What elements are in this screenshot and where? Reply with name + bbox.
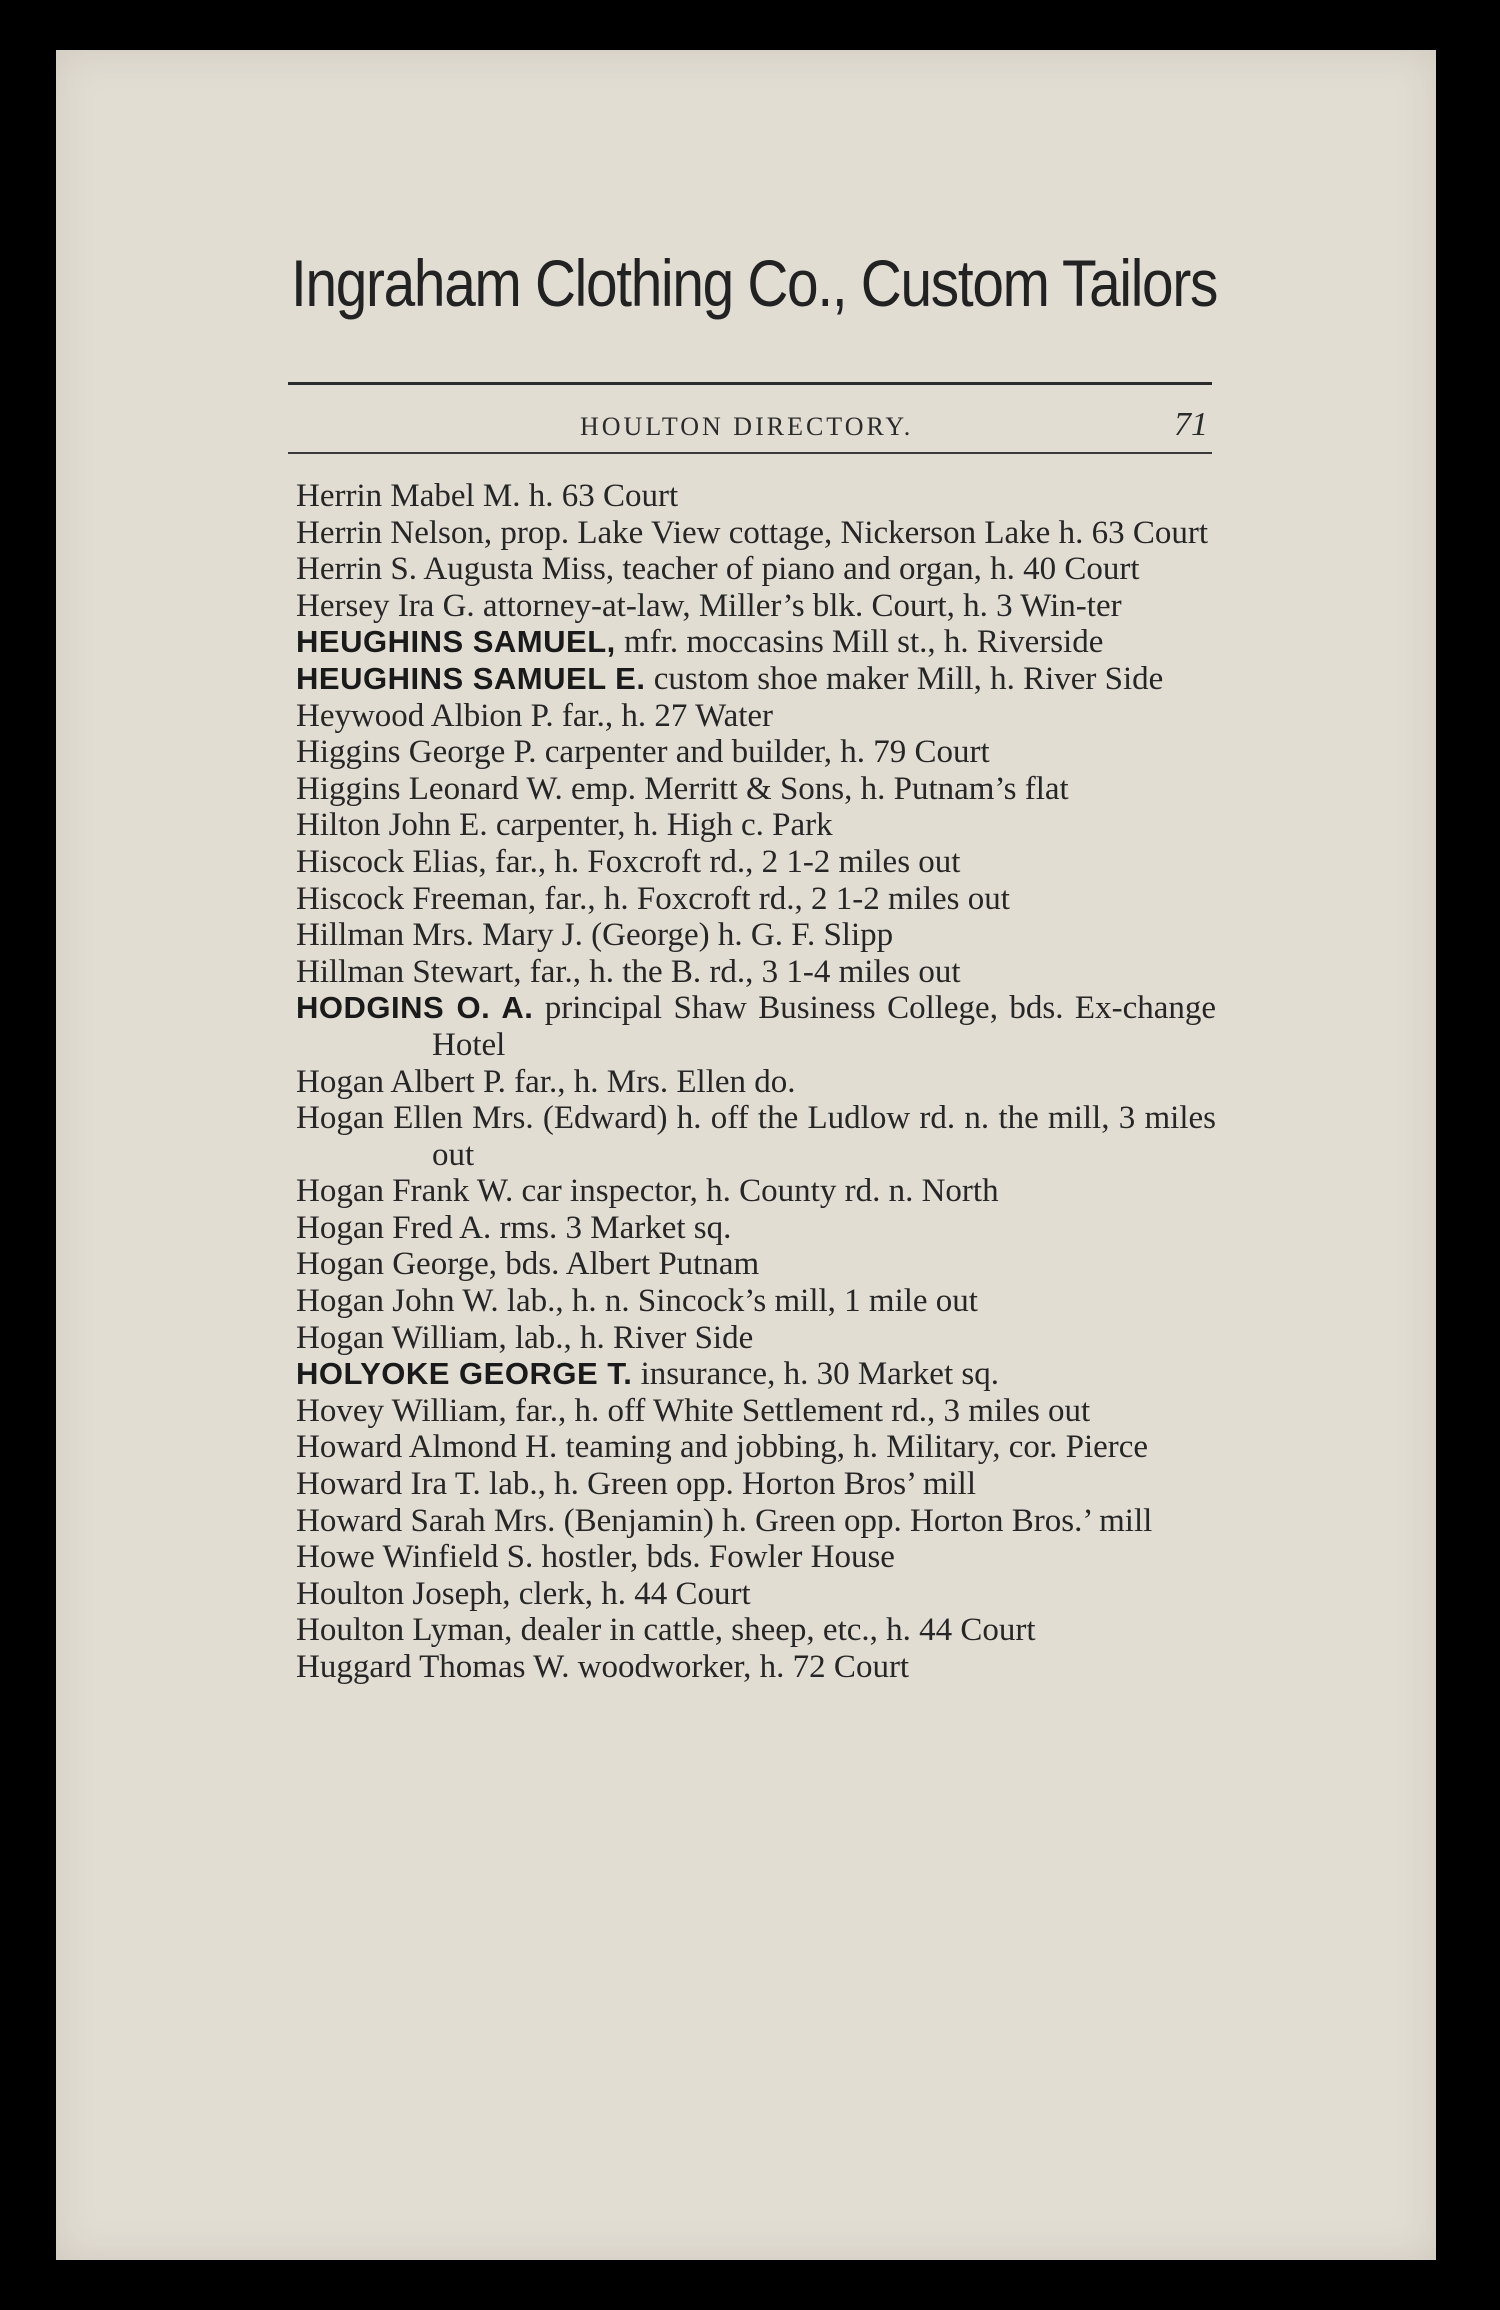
entry-name: Howe Winfield S. [296,1539,534,1576]
entry-name: Hersey Ira G. [296,587,475,624]
entry-details: custom shoe maker Mill, h. River Side [645,660,1164,697]
entry-details: principal Shaw Business College, bds. Ex-change Hotel [432,990,1217,1063]
entry-name: Herrin Nelson, [296,514,493,551]
directory-entry [296,1503,1216,1540]
directory-entry [296,1100,1216,1173]
directory-entry [296,478,1216,515]
entry-name: Houlton Lyman, [296,1612,513,1649]
directory-entry [296,954,1216,991]
entry-details: (Benjamin) h. Green opp. Horton Bros.’ mill [555,1502,1153,1539]
entry-name: Howard Ira T. [296,1466,481,1503]
entry-details: car inspector, h. County rd. n. North [513,1173,999,1210]
directory-entry [296,807,1216,844]
entry-details: insurance, h. 30 Market sq. [632,1356,999,1393]
directory-entry [296,624,1216,661]
entry-name: Higgins George P. [296,734,537,771]
entry-details: teacher of piano and organ, h. 40 Court [614,551,1140,588]
directory-entry [296,881,1216,918]
entry-name: Houlton Joseph, [296,1575,511,1612]
entry-name: Heywood Albion P. [296,697,554,734]
entry-name: Howard Sarah Mrs. [296,1502,556,1539]
directory-entry [296,515,1216,552]
entry-name: Hogan Ellen Mrs. [296,1100,534,1137]
entry-name: Hiscock Elias, [296,843,487,880]
directory-entry [296,844,1216,881]
entry-details: teaming and jobbing, h. Military, cor. Pierce [557,1429,1149,1466]
entry-details: far., h. 27 Water [553,697,774,734]
entry-name: Hilton John E. [296,807,488,844]
entry-details: lab., h. River Side [506,1319,754,1356]
entry-name: Howard Almond H. [296,1429,558,1466]
entry-name: HODGINS O. A. [296,990,534,1026]
entry-name: Hillman Mrs. Mary J. [296,917,583,954]
directory-entry [296,1246,1216,1283]
entry-details: prop. Lake View cottage, Nickerson Lake h. 63 Court [492,514,1208,551]
entry-name: Hiscock Freeman, [296,880,537,917]
directory-entry [296,1064,1216,1101]
entry-name: Higgins Leonard W. [296,770,563,807]
directory-entry [296,917,1216,954]
directory-entry [296,1393,1216,1430]
entry-name: Hogan Fred A. [296,1209,492,1246]
entry-details: attorney-at-law, Miller’s blk. Court, h. 3 Win-ter [474,587,1122,624]
entry-details: (George) h. G. F. Slipp [582,917,894,954]
directory-entry [296,1429,1216,1466]
directory-entry [296,1320,1216,1357]
entry-name: Hogan Frank W. [296,1173,514,1210]
entry-details: bds. Albert Putnam [497,1246,760,1283]
directory-entry [296,1576,1216,1613]
entry-details: far., h. Foxcroft rd., 2 1-2 miles out [486,843,961,880]
directory-entry [296,990,1216,1063]
entry-name: Herrin S. Augusta Miss, [296,551,615,588]
entry-details: woodworker, h. 72 Court [569,1649,910,1685]
directory-entry [296,1466,1216,1503]
entry-name: Huggard Thomas W. [296,1649,570,1685]
entry-name: Hogan Albert P. [296,1063,506,1100]
entry-name: HEUGHINS SAMUEL E. [296,660,646,696]
directory-entry [296,1173,1216,1210]
directory-entry [296,661,1216,698]
entry-details: far., h. off White Settlement rd., 3 miles out [506,1392,1091,1429]
entry-details: carpenter and builder, h. 79 Court [536,734,990,771]
entry-details: far., h. the B. rd., 3 1-4 miles out [521,953,961,990]
entry-details: (Edward) h. off the Ludlow rd. n. the mill, 3 miles out [432,1100,1217,1173]
directory-entry [296,1210,1216,1247]
entry-name: Herrin Mabel M. [296,478,521,514]
entry-name: HOLYOKE GEORGE T. [296,1356,633,1392]
entry-name: Hogan John W. [296,1283,499,1320]
entry-details: dealer in cattle, sheep, etc., h. 44 Court [512,1612,1036,1649]
entry-details: emp. Merritt & Sons, h. Putnam’s flat [562,770,1069,807]
directory-entry [296,1612,1216,1649]
directory-entry [296,1649,1216,1686]
directory-entry [296,1283,1216,1320]
running-title: HOULTON DIRECTORY. [580,412,914,441]
entry-details: carpenter, h. High c. Park [487,807,833,844]
entry-details: lab., h. Green opp. Horton Bros’ mill [480,1466,977,1503]
entry-details: clerk, h. 44 Court [510,1575,751,1612]
entry-details: hostler, bds. Fowler House [533,1539,895,1576]
entry-name: Hogan William, [296,1319,507,1356]
advertising-banner: Ingraham Clothing Co., Custom Tailors [291,246,1218,320]
entry-details: far., h. Foxcroft rd., 2 1-2 miles out [536,880,1010,917]
entry-name: Hovey William, [296,1392,507,1429]
entry-name: Hogan George, [296,1246,497,1283]
entry-details: far., h. Mrs. Ellen do. [505,1063,796,1100]
entry-details: h. 63 Court [520,478,679,514]
directory-entry [296,551,1216,588]
entry-details: lab., h. n. Sincock’s mill, 1 mile out [498,1283,978,1320]
banner-rule [288,382,1212,385]
entry-name: Hillman Stewart, [296,953,522,990]
entry-name: HEUGHINS SAMUEL, [296,624,616,660]
directory-entries [296,478,1216,1686]
entry-details: mfr. moccasins Mill st., h. Riverside [615,624,1104,661]
directory-entry [296,771,1216,808]
page-number: 71 [1174,406,1208,443]
header-rule [288,452,1212,454]
entry-details: rms. 3 Market sq. [491,1209,732,1246]
directory-entry [296,588,1216,625]
directory-entry [296,734,1216,771]
directory-entry [296,1539,1216,1576]
directory-entry [296,698,1216,735]
directory-entry [296,1356,1216,1393]
